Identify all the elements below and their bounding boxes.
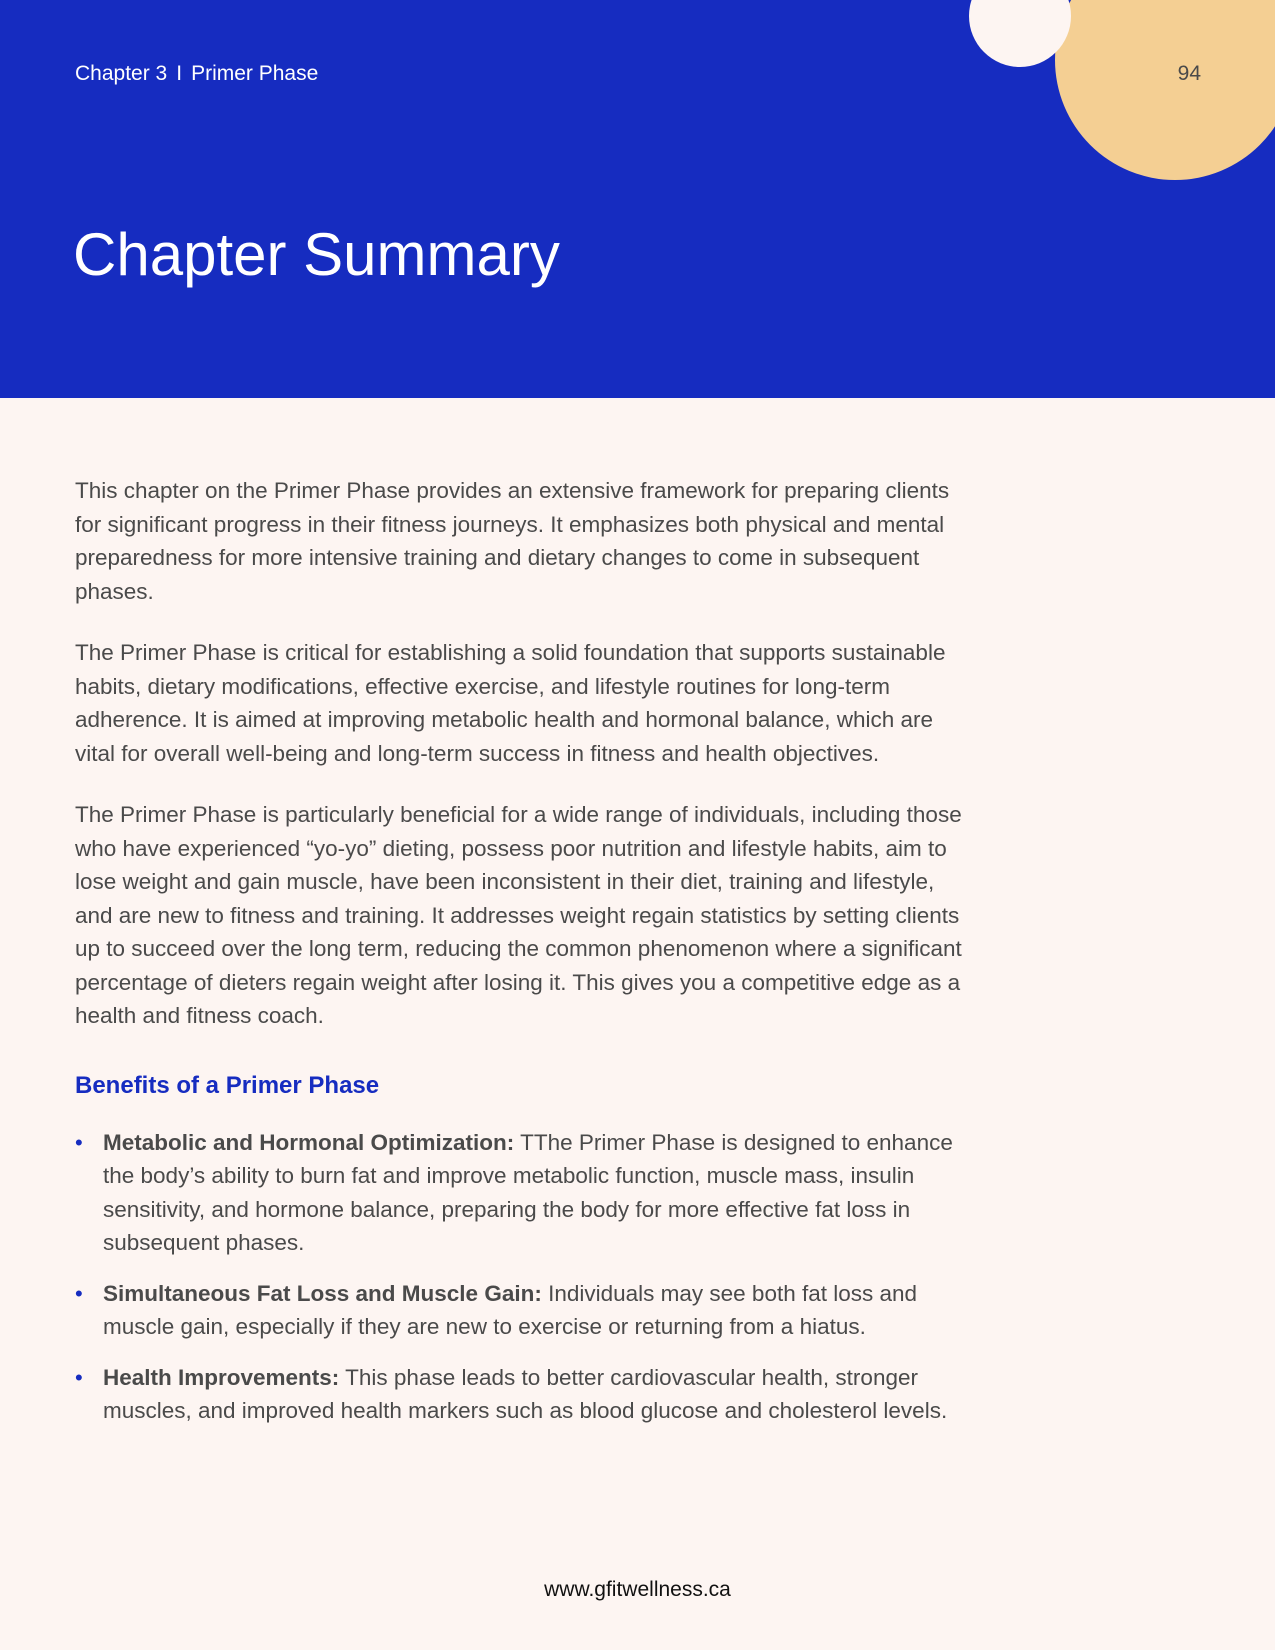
main-content — [75, 474, 975, 1445]
footer-url: www.gfitwellness.ca — [544, 1578, 731, 1601]
page-title: Chapter Summary — [73, 221, 560, 288]
bullet-icon: • — [75, 1364, 83, 1390]
benefit-item — [75, 1361, 975, 1428]
audience-paragraph: The Primer Phase is particularly beneficial for a wide range of individuals, including those who have experienced “yo-yo” dieting, possess poor nutrition and lifestyle habits, aim to lose weight and gain muscle, have been inconsistent in their diet, training and lifestyle, and are new to fitness and training. It addresses weight regain statistics by setting clients up to succeed over the long term, reducing the common phenomenon where a significant percentage of dieters regain weight after losing it. This gives you a competitive edge as a health and fitness coach. — [75, 802, 962, 1028]
benefit-item — [75, 1126, 975, 1260]
breadcrumb-separator: I — [176, 62, 183, 85]
breadcrumb-chapter: Chapter 3 — [75, 62, 168, 85]
benefit-text: TThe Primer Phase is designed to enhance the body’s ability to burn fat and improve metabolic function, muscle mass, insulin sensitivity, and hormone balance, preparing the body for more effective fat loss in subsequent phases. — [103, 1129, 953, 1255]
benefits-heading: Benefits of a Primer Phase — [75, 1071, 380, 1099]
bullet-icon: • — [75, 1280, 83, 1306]
breadcrumb-section: Primer Phase — [191, 62, 319, 85]
benefit-term: Health Improvements: — [103, 1364, 340, 1390]
header-banner — [0, 0, 1275, 398]
intro-paragraph: This chapter on the Primer Phase provides an extensive framework for preparing clients for significant progress in their fitness journeys. It emphasizes both physical and mental preparedness for more intensive training and dietary changes to come in subsequent phases. — [75, 478, 950, 604]
bullet-icon: • — [75, 1129, 83, 1155]
benefit-text: Individuals may see both fat loss and muscle gain, especially if they are new to exercise or returning from a hiatus. — [103, 1280, 918, 1339]
benefit-item — [75, 1277, 975, 1344]
breadcrumb — [75, 62, 318, 86]
benefit-term: Simultaneous Fat Loss and Muscle Gain: — [103, 1280, 542, 1306]
page-number: 94 — [1177, 62, 1201, 85]
foundation-paragraph: The Primer Phase is critical for establishing a solid foundation that supports sustainable habits, dietary modifications, effective exercise, and lifestyle routines for long-term adherence. It is aimed at improving metabolic health and hormonal balance, which are vital for overall well-being and long-term success in fitness and health objectives. — [75, 640, 946, 766]
benefit-text: This phase leads to better cardiovascular health, stronger muscles, and improved health markers such as blood glucose and cholesterol levels. — [103, 1364, 948, 1423]
benefits-list — [75, 1126, 975, 1428]
decorative-peach-circle — [1055, 0, 1275, 180]
benefit-term: Metabolic and Hormonal Optimization: — [103, 1129, 515, 1155]
